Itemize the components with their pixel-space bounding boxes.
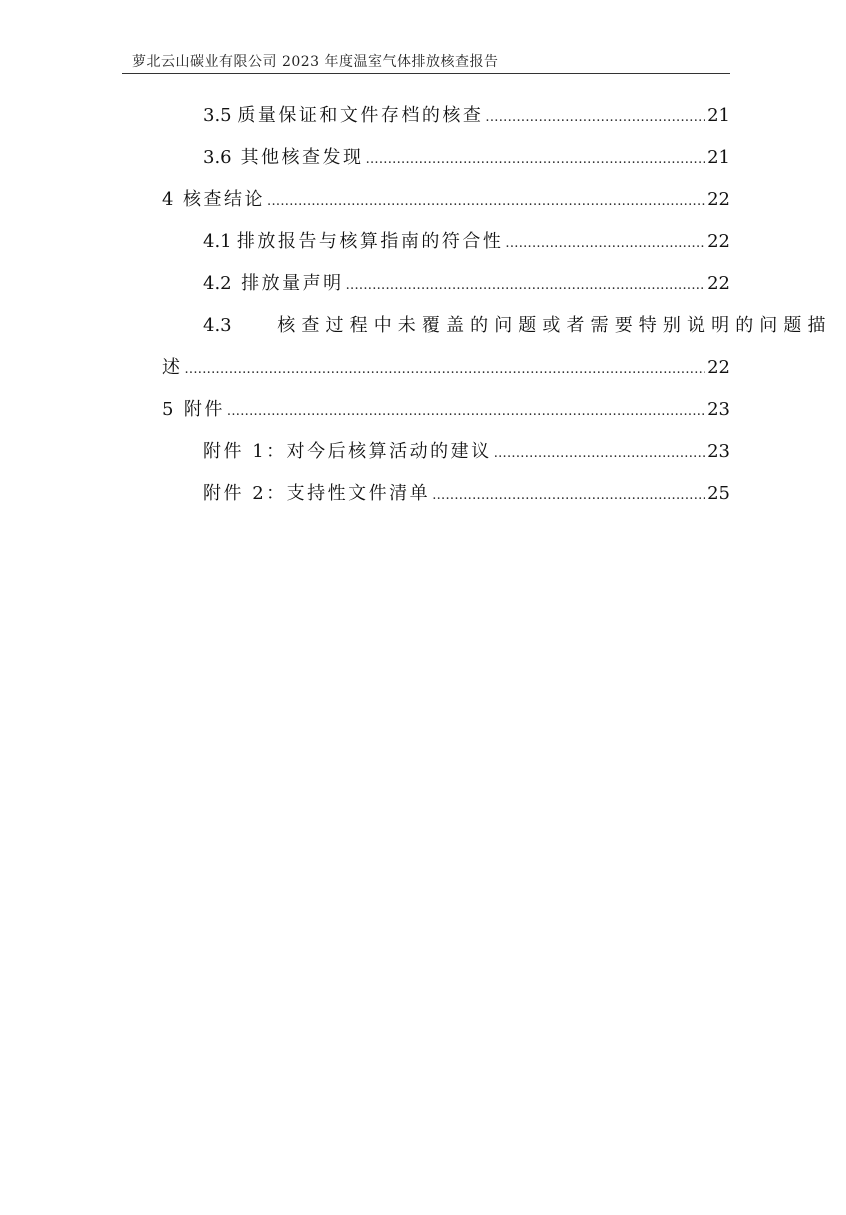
toc-entry-3-5[interactable] — [203, 103, 730, 131]
toc-entry-page: 23 — [707, 399, 730, 420]
toc-entry-continuation — [162, 355, 730, 383]
toc-entry-title: 其他核查发现 — [240, 147, 364, 168]
toc-entry-title: 附件 1：对今后核算活动的建议 — [203, 441, 492, 462]
toc-leader-dots — [346, 271, 706, 299]
toc-entry-page: 23 — [707, 441, 730, 462]
toc-entry-5[interactable] — [162, 397, 730, 425]
toc-entry-page: 22 — [707, 273, 730, 294]
toc-leader-dots — [494, 439, 705, 467]
toc-entry-number: 3.5 — [203, 105, 232, 126]
toc-entry-page: 22 — [707, 189, 730, 210]
toc-entry-page: 25 — [707, 483, 730, 504]
toc-entry-page: 21 — [707, 105, 730, 126]
toc-entry-number: 4.1 — [203, 231, 232, 252]
toc-entry-4[interactable] — [162, 187, 730, 215]
running-header — [132, 52, 730, 73]
toc-leader-dots — [267, 187, 705, 215]
toc-leader-dots — [432, 481, 705, 509]
toc-entry-3-6[interactable] — [203, 145, 730, 173]
toc-entry-number: 4.2 — [203, 273, 232, 294]
toc-leader-dots — [485, 103, 705, 131]
toc-entry-page: 22 — [707, 231, 730, 252]
toc-entry-page: 22 — [707, 357, 730, 378]
toc-leader-dots — [185, 355, 706, 383]
toc-entry-title: 附件 2：支持性文件清单 — [203, 483, 431, 504]
toc-entry-title: 排放量声明 — [241, 273, 344, 294]
header-title: 萝北云山碳业有限公司 2023 年度温室气体排放核查报告 — [132, 54, 499, 70]
toc-leader-dots — [505, 229, 705, 257]
header-divider — [122, 73, 730, 74]
toc-entry-number: 4.3 — [203, 315, 232, 336]
toc-entry-title: 排放报告与核算指南的符合性 — [236, 231, 504, 252]
toc-leader-dots — [366, 145, 706, 173]
toc-leader-dots — [227, 397, 705, 425]
toc-entry-title: 核查过程中未覆盖的问题或者需要特别说明的问题描 — [277, 315, 832, 336]
toc-entry-4-2[interactable] — [203, 271, 730, 299]
toc-entry-title: 附件 — [183, 399, 225, 420]
toc-entry-number: 3.6 — [203, 147, 232, 168]
toc-entry-title: 质量保证和文件存档的核查 — [237, 105, 484, 126]
toc-entry-4-1[interactable] — [203, 229, 730, 257]
toc-entry-appendix-2[interactable] — [203, 481, 730, 509]
toc-entry-number: 4 — [162, 189, 174, 210]
toc-entry-appendix-1[interactable] — [203, 439, 730, 467]
toc-entry-first-line — [203, 313, 832, 339]
toc-entry-page: 21 — [707, 147, 730, 168]
toc-entry-title-continued: 述 — [162, 357, 183, 378]
toc-entry-number: 5 — [162, 399, 174, 420]
toc-entry-title: 核查结论 — [183, 189, 266, 210]
